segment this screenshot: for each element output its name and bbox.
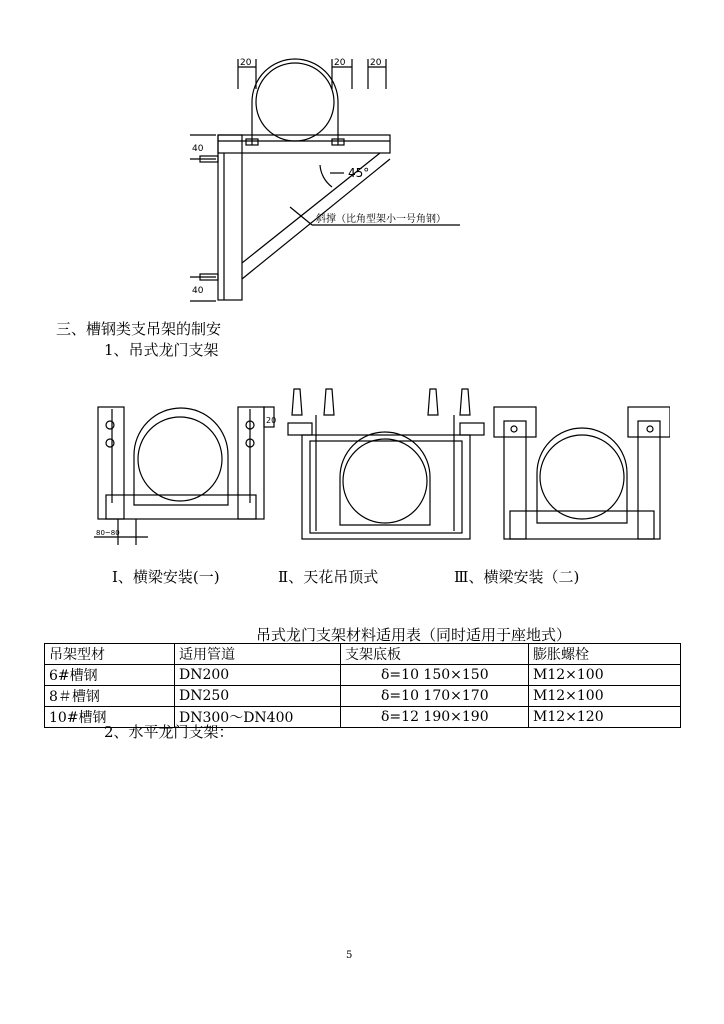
u-bolt [252, 59, 338, 145]
spec-table [44, 643, 681, 728]
top-angle [218, 135, 390, 153]
table-cell: 10#槽钢 [45, 707, 175, 728]
gantry-support-drawings [90, 385, 670, 555]
fig1-dim-label: 20 [266, 416, 277, 425]
dim-label-3: 20 [370, 58, 382, 68]
table-cell: M12×100 [529, 665, 681, 686]
pipe-circle [256, 63, 334, 141]
dim-label-1: 20 [240, 58, 252, 68]
dim-label-5: 40 [192, 286, 204, 296]
caption-figure-1: Ⅰ、横梁安装(一) [112, 568, 220, 586]
figure-3 [494, 407, 670, 539]
dim-label-2: 20 [334, 58, 346, 68]
table-cell: δ=10 150×150 [341, 665, 529, 686]
table-cell: M12×100 [529, 686, 681, 707]
vertical-angle [218, 135, 242, 300]
table-cell: δ=10 170×170 [341, 686, 529, 707]
table-cell: DN250 [175, 686, 341, 707]
table-header-row [45, 644, 681, 665]
fig1-base-dim-label: 80~80 [96, 529, 120, 537]
table-cell: 8＃槽钢 [45, 686, 175, 707]
table-cell: M12×120 [529, 707, 681, 728]
table-header-cell: 适用管道 [175, 644, 341, 665]
subsection-2-title: 2、水平龙门支架： [104, 723, 234, 741]
table-cell: δ=12 190×190 [341, 707, 529, 728]
table-cell: DN200 [175, 665, 341, 686]
table-row [45, 686, 681, 707]
page-number: 5 [346, 950, 353, 961]
caption-figure-3: Ⅲ、横梁安装（二) [454, 568, 580, 586]
subsection-1-title: 1、吊式龙门支架 [104, 341, 219, 359]
table-header-cell: 支架底板 [341, 644, 529, 665]
angle-bracket-drawing [180, 55, 480, 305]
figure-1 [94, 407, 277, 545]
dim-label-4: 40 [192, 144, 204, 154]
table-cell: DN300～DN400 [175, 707, 341, 728]
section-3-title: 三、槽钢类支吊架的制安 [56, 320, 222, 338]
table-cell: 6#槽钢 [45, 665, 175, 686]
table-header-cell: 吊架型材 [45, 644, 175, 665]
table-header-cell: 膨胀螺栓 [529, 644, 681, 665]
brace-label: 斜撑（比角型架小一号角钢） [316, 214, 446, 225]
angle-label: 45° [348, 166, 370, 180]
table-title: 吊式龙门支架材料适用表（同时适用于座地式） [256, 626, 572, 644]
caption-figure-2: Ⅱ、天花吊顶式 [278, 568, 379, 586]
table-row [45, 665, 681, 686]
figure-2 [288, 389, 484, 539]
